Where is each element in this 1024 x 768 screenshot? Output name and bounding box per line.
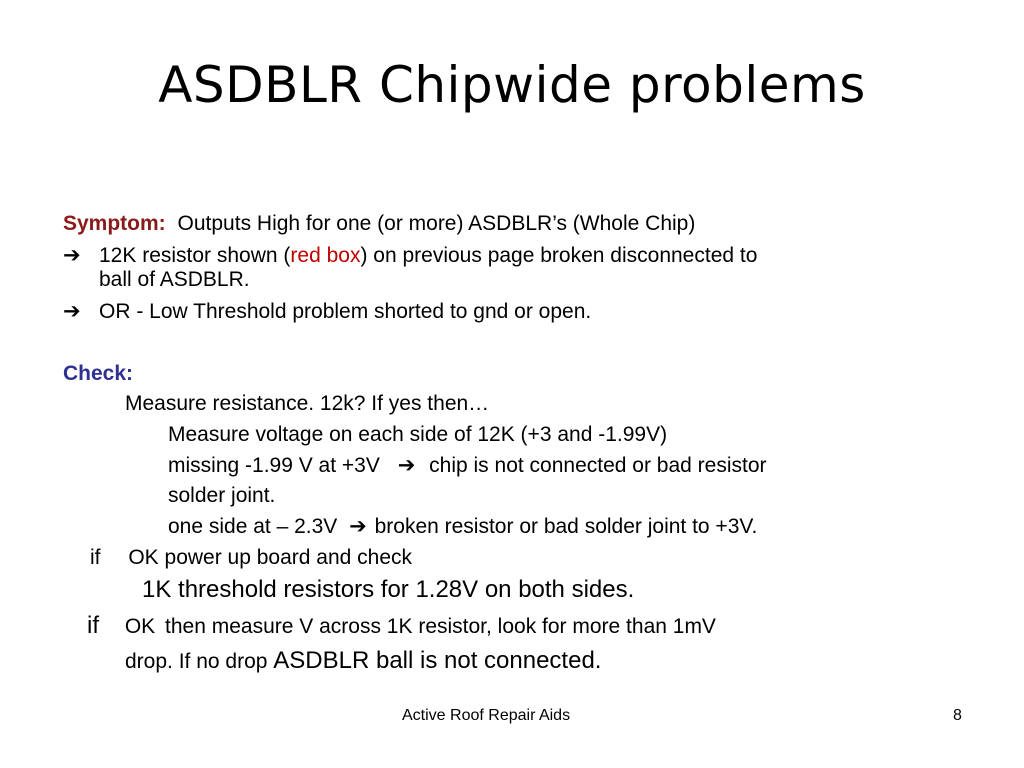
missing-text-before: missing -1.99 V at +3V	[168, 454, 380, 477]
footer-title: Active Roof Repair Aids	[402, 707, 571, 724]
bullet-12k-resistor	[63, 244, 757, 268]
missing-voltage-line	[168, 454, 767, 478]
missing-text-after: chip is not connected or bad resistor	[429, 454, 767, 477]
red-box-highlight: red box	[290, 244, 361, 267]
slide-title: ASDBLR Chipwide problems	[158, 56, 866, 114]
missing-voltage-continuation: solder joint.	[168, 484, 276, 507]
symptom-label: Symptom:	[63, 212, 166, 235]
if-ok-text: OK power up board and check	[128, 546, 413, 569]
bullet-low-threshold	[63, 300, 591, 324]
if-ok-power-up-line	[90, 546, 412, 570]
bullet-12k-continuation: ball of ASDBLR.	[99, 268, 250, 291]
arrow-icon: ➔	[63, 244, 81, 267]
if-keyword: if	[90, 546, 101, 569]
bullet-text-after: ) on previous page broken disconnected to	[360, 244, 758, 267]
arrow-icon: ➔	[397, 454, 416, 477]
drop-line	[125, 647, 601, 675]
measure-resistance-line: Measure resistance. 12k? If yes then…	[125, 392, 490, 415]
if-keyword: if	[87, 612, 99, 639]
threshold-resistors-line: 1K threshold resistors for 1.28V on both sides.	[142, 576, 635, 603]
one-side-text-after: broken resistor or bad solder joint to +3V.	[374, 515, 758, 538]
one-side-text-before: one side at – 2.3V	[168, 515, 338, 538]
bullet-text: OR - Low Threshold problem shorted to gnd or open.	[99, 300, 592, 323]
drop-text: drop. If no drop	[125, 650, 268, 673]
arrow-icon: ➔	[349, 515, 367, 538]
bullet-text-before: 12K resistor shown (	[99, 244, 291, 267]
measure-voltage-line: Measure voltage on each side of 12K (+3 and -1.99V)	[168, 423, 668, 446]
measure-across-text: then measure V across 1K resistor, look for more than 1mV	[165, 615, 716, 638]
drop-emphasis: ASDBLR ball is not connected.	[273, 647, 602, 674]
check-label: Check:	[63, 362, 134, 385]
arrow-icon: ➔	[63, 300, 81, 323]
ok-text: OK	[124, 615, 156, 638]
symptom-line	[63, 212, 695, 236]
one-side-line	[168, 515, 757, 539]
page-number: 8	[953, 707, 962, 724]
symptom-text: Outputs High for one (or more) ASDBLR’s (Whole Chip)	[177, 212, 696, 235]
if-ok-measure-line	[87, 612, 716, 640]
